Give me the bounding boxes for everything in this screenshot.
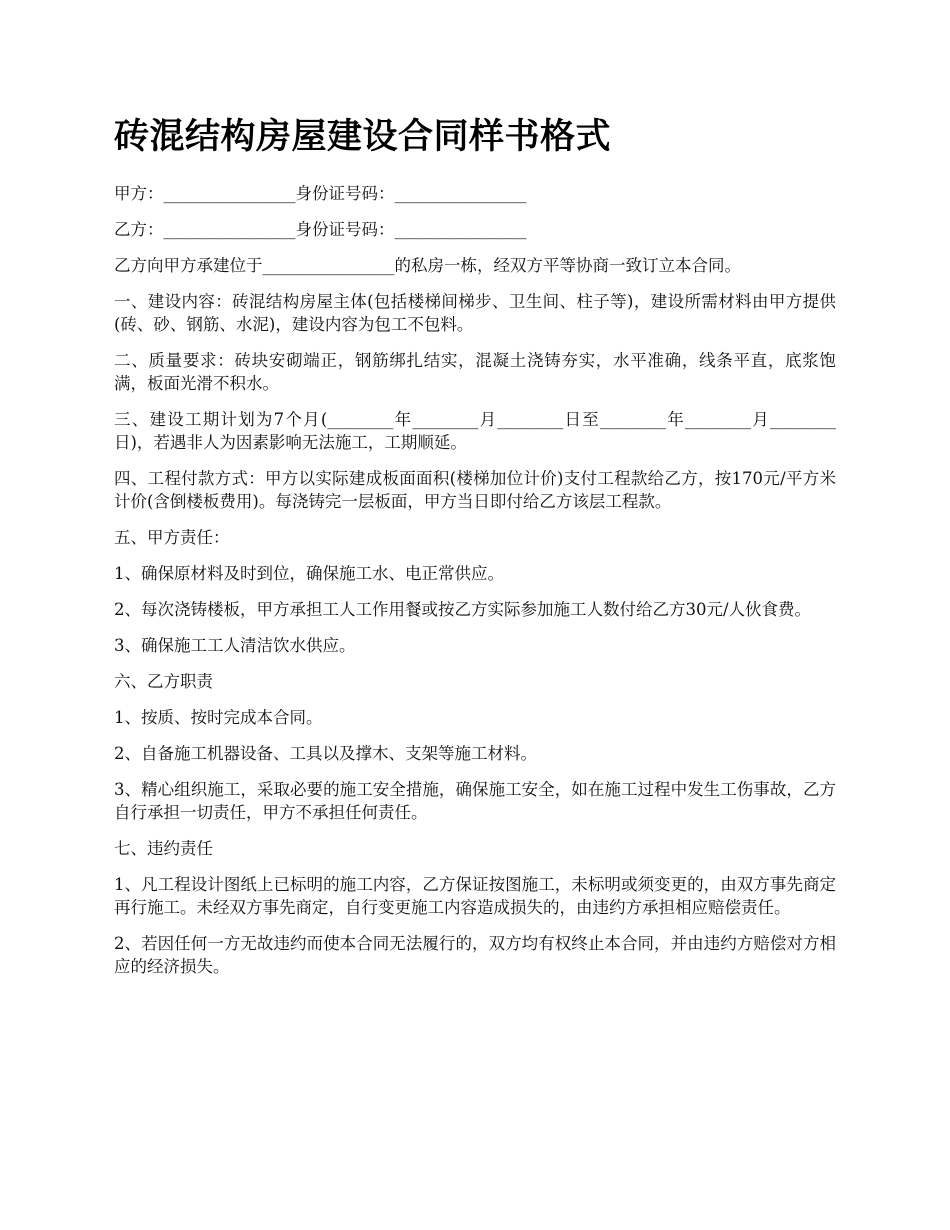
intro-paragraph: 乙方向甲方承建位于________________的私房一栋，经双方平等协商一致订立本合同。 [114, 256, 741, 275]
list-item: 1、按质、按时完成本合同。 [114, 708, 323, 727]
list-item: 2、每次浇铸楼板，甲方承担工人工作用餐或按乙方实际参加施工人数付给乙方30元/人伙食费。 [114, 600, 812, 619]
list-item: 2、若因任何一方无故违约而使本合同无法履行的，双方均有权终止本合同，并由违约方赔偿对方相应的经济损失。 [114, 934, 836, 976]
list-item: 1、确保原材料及时到位，确保施工水、电正常供应。 [114, 564, 504, 583]
party-a-line: 甲方：________________身份证号码：________________ [114, 184, 527, 203]
list-item: 1、凡工程设计图纸上已标明的施工内容，乙方保证按图施工，未标明或须变更的，由双方事先商定再行施工。未经双方事先商定，自行变更施工内容造成损失的，由违约方承担相应赔偿责任。 [114, 875, 836, 917]
list-item: 2、自备施工机器设备、工具以及撑木、支架等施工材料。 [114, 744, 537, 763]
section-heading-party-a: 五、甲方责任： [114, 528, 230, 547]
list-item: 3、精心组织施工，采取必要的施工安全措施，确保施工安全，如在施工过程中发生工伤事故，乙方自行承担一切责任，甲方不承担任何责任。 [114, 780, 836, 822]
list-item: 3、确保施工工人清洁饮水供应。 [114, 636, 356, 655]
clause-4-payment-method: 四、工程付款方式：甲方以实际建成板面面积(楼梯加位计价)支付工程款给乙方，按170元/平方米计价(含倒楼板费用)。每浇铸完一层板面，甲方当日即付给乙方该层工程款。 [114, 469, 836, 511]
document-body [114, 182, 836, 991]
clause-2-quality-requirements: 二、质量要求：砖块安砌端正，钢筋绑扎结实，混凝土浇铸夯实，水平准确，线条平直，底浆饱满，板面光滑不积水。 [114, 351, 836, 393]
party-b-line: 乙方：________________身份证号码：________________ [114, 220, 527, 239]
clause-1-construction-content: 一、建设内容：砖混结构房屋主体(包括楼梯间梯步、卫生间、柱子等)，建设所需材料由甲方提供(砖、砂、钢筋、水泥)，建设内容为包工不包料。 [114, 292, 836, 334]
document-title: 砖混结构房屋建设合同样书格式 [114, 116, 612, 157]
section-heading-party-b: 六、乙方职责 [114, 672, 213, 691]
section-heading-breach: 七、违约责任 [114, 839, 213, 858]
clause-3-construction-period: 三、建设工期计划为7个月(________年________月________日至________年________月________日)，若遇非人为因素影响无法施工，工期顺延。 [114, 410, 836, 452]
